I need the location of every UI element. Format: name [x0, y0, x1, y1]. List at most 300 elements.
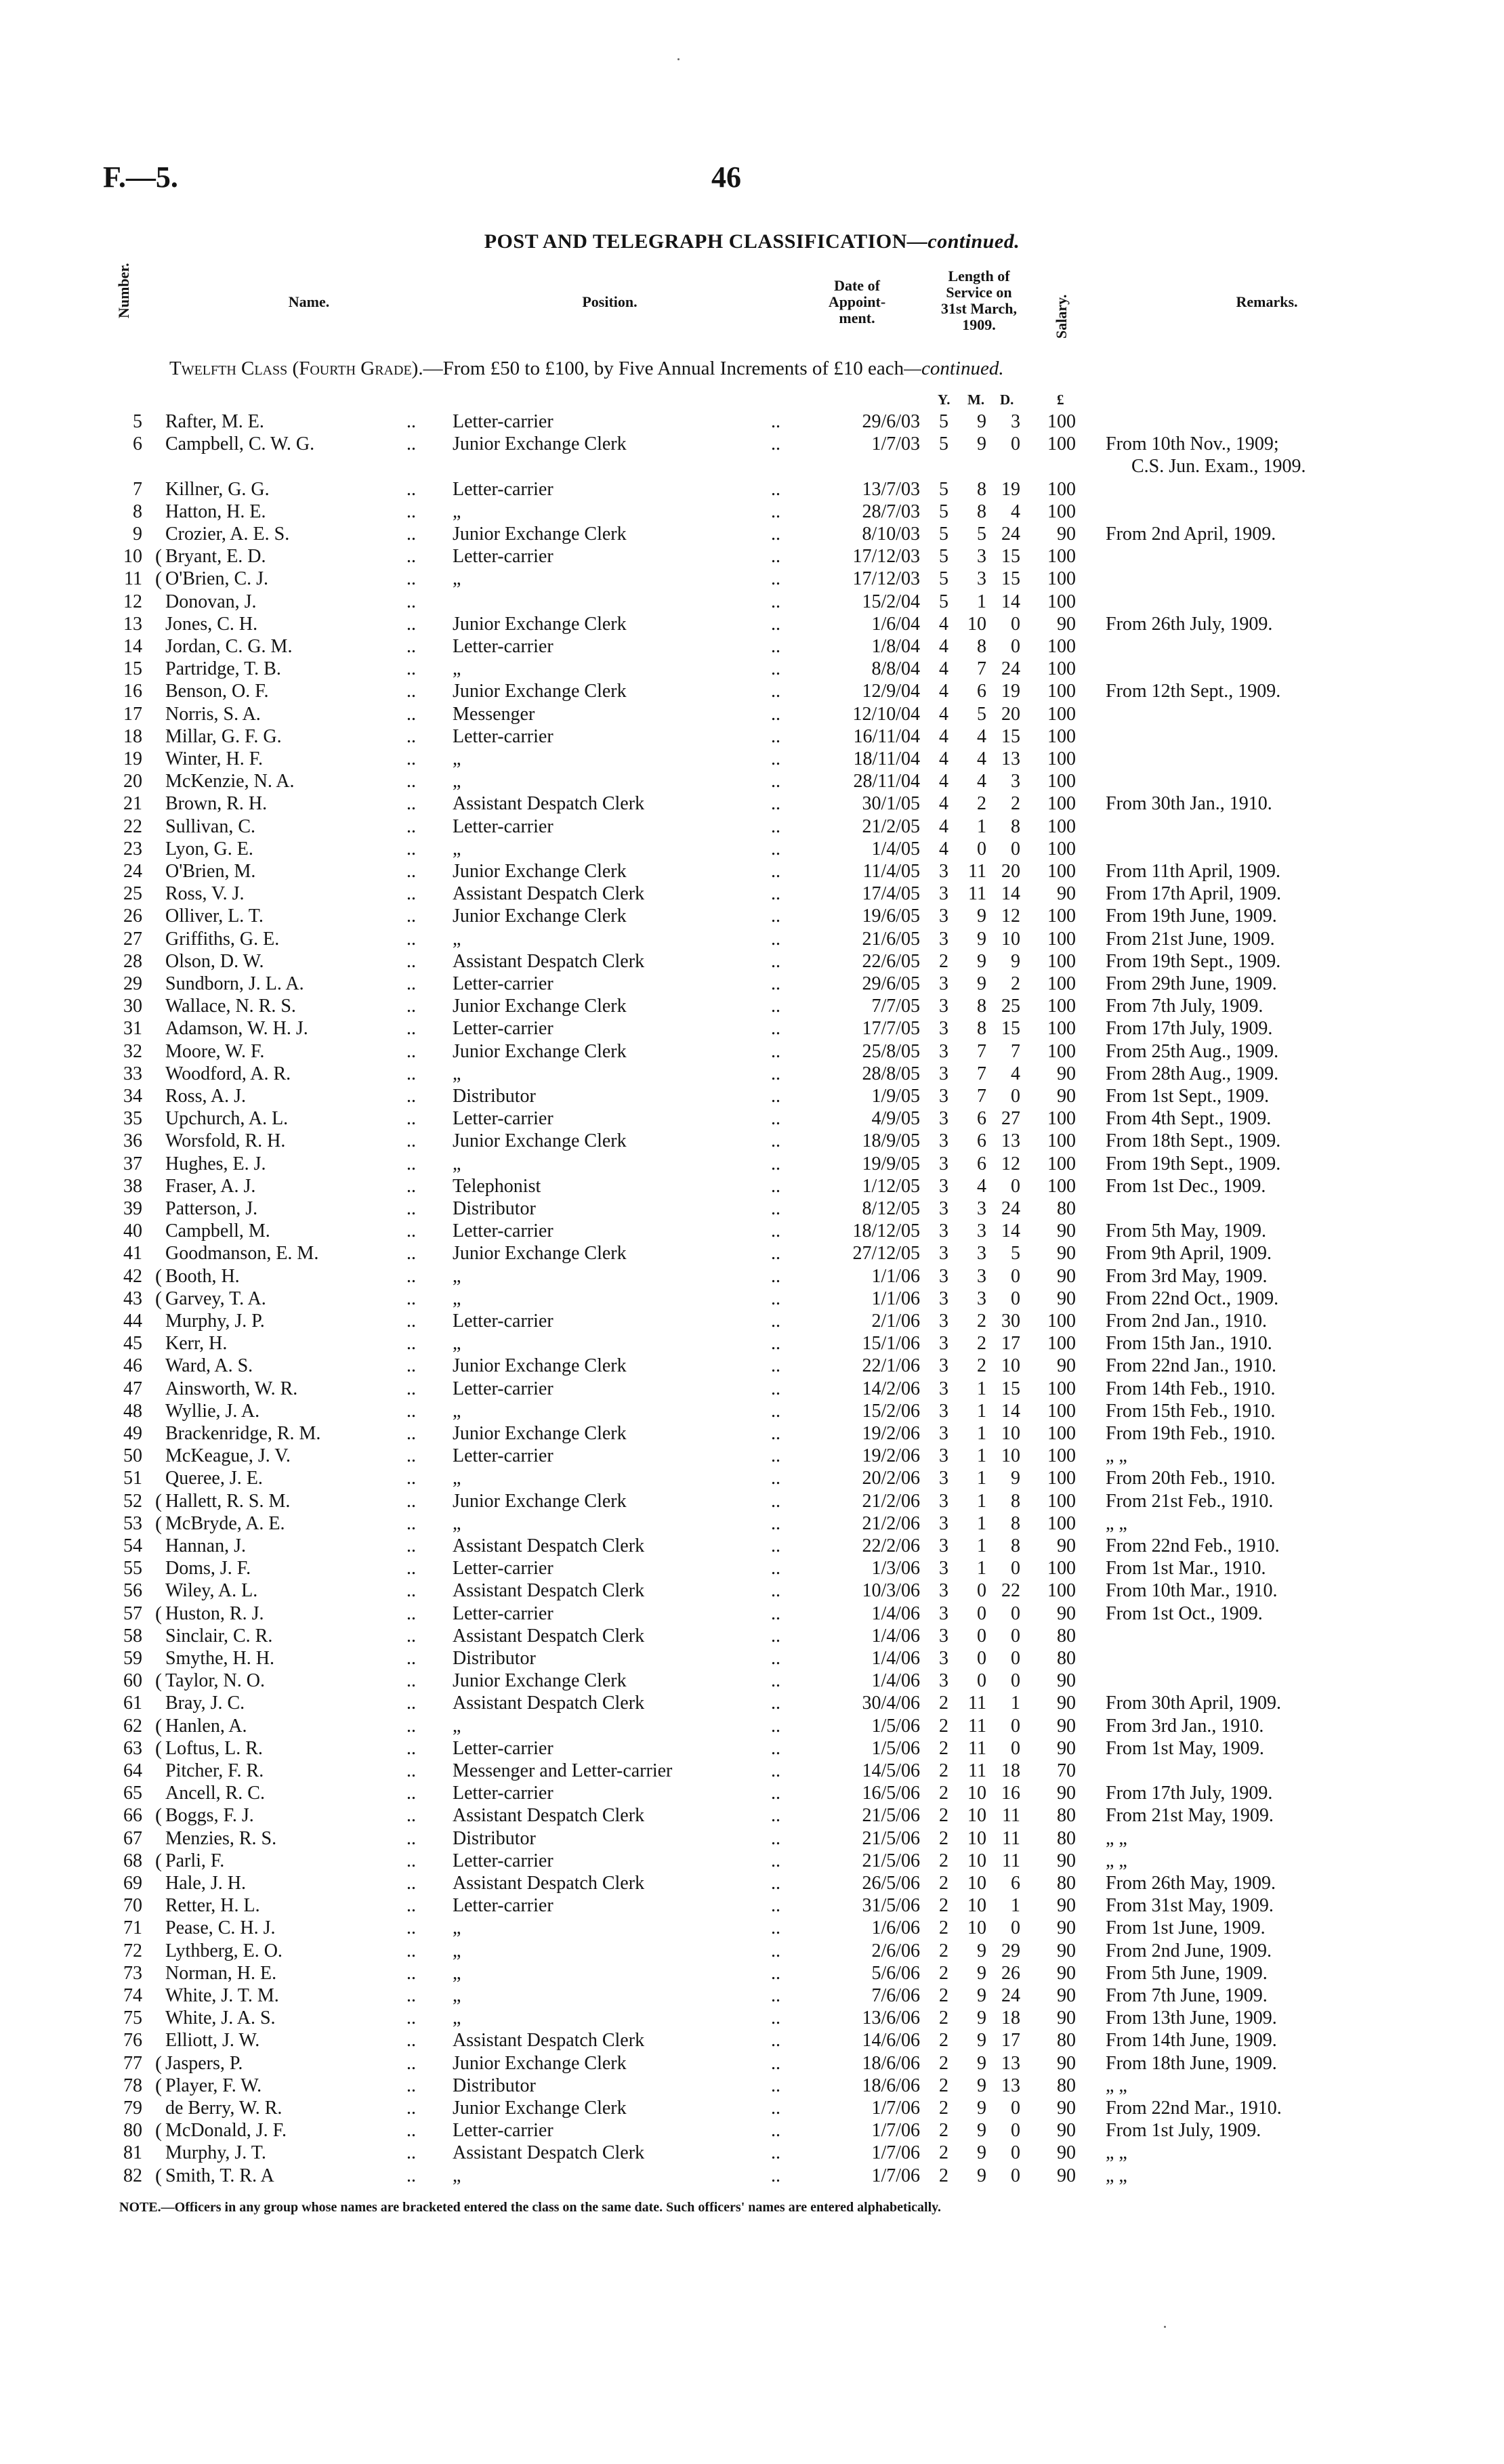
service-months: 7: [977, 1063, 986, 1084]
table-row: [0, 1197, 1504, 1220]
salary: 100: [1047, 771, 1076, 792]
leader-dots: ..: [771, 748, 780, 769]
row-number: 12: [123, 591, 142, 612]
leader-dots: ..: [406, 1378, 416, 1399]
remarks: From 22nd Oct., 1909.: [1106, 1288, 1279, 1309]
leader-dots: ..: [406, 568, 416, 589]
position: Letter-carrier: [453, 1220, 553, 1241]
service-days: 19: [1001, 479, 1020, 500]
leader-dots: ..: [771, 929, 780, 950]
row-number: 75: [123, 2008, 142, 2028]
appointment-date: 1/1/06: [871, 1266, 920, 1287]
table-row: [0, 995, 1504, 1017]
service-years: 5: [939, 546, 948, 567]
appointment-date: 18/6/06: [862, 2053, 920, 2074]
page-number: 46: [711, 161, 741, 194]
table-row: [0, 1827, 1504, 1850]
appointment-date: 15/2/06: [862, 1401, 920, 1422]
leader-dots: ..: [771, 2008, 780, 2028]
leader-dots: ..: [406, 996, 416, 1017]
service-months: 10: [967, 614, 986, 635]
remarks: From 14th Feb., 1910.: [1106, 1378, 1276, 1399]
appointment-date: 13/6/06: [862, 2008, 920, 2028]
service-years: 4: [939, 726, 948, 747]
position: Junior Exchange Clerk: [453, 1041, 627, 1062]
officer-name: Kerr, H.: [165, 1333, 228, 1354]
salary: 90: [1057, 1535, 1076, 1556]
appointment-date: 1/7/03: [871, 433, 920, 454]
salary: 100: [1047, 1018, 1076, 1039]
row-number: 54: [123, 1535, 142, 1556]
table-row: [0, 1692, 1504, 1714]
service-months: 1: [977, 1423, 986, 1444]
service-days: 0: [1011, 2098, 1020, 2119]
service-months: 6: [977, 1130, 986, 1151]
leader-dots: ..: [406, 1401, 416, 1422]
service-days: 0: [1011, 1917, 1020, 1938]
leader-dots: ..: [406, 2075, 416, 2096]
position: Assistant Despatch Clerk: [453, 1626, 645, 1647]
column-header-length-of-service: [921, 268, 1037, 333]
remarks: From 21st Feb., 1910.: [1106, 1491, 1274, 1512]
appointment-date: 19/2/06: [862, 1445, 920, 1466]
service-years: 2: [939, 1738, 948, 1759]
table-row: [0, 1130, 1504, 1152]
table-row: [0, 680, 1504, 702]
officer-name: Queree, J. E.: [165, 1468, 263, 1489]
service-years: 2: [939, 2098, 948, 2119]
table-row: [0, 1220, 1504, 1242]
service-years: 3: [939, 861, 948, 882]
officer-name: Booth, H.: [165, 1266, 240, 1287]
remarks: From 11th April, 1909.: [1106, 861, 1280, 882]
service-months: 9: [977, 2120, 986, 2141]
salary: 80: [1057, 1626, 1076, 1647]
appointment-date: 8/8/04: [871, 658, 920, 679]
appointment-date: 21/5/06: [862, 1850, 920, 1871]
service-days: 24: [1001, 524, 1020, 545]
service-months: 0: [977, 1626, 986, 1647]
leader-dots: ..: [406, 1513, 416, 1534]
officer-name: McBryde, A. E.: [165, 1513, 285, 1534]
service-months: 7: [977, 658, 986, 679]
table-row: [0, 792, 1504, 815]
service-months: 9: [977, 2053, 986, 2074]
bracket-mark: (: [155, 1512, 162, 1535]
position: Junior Exchange Clerk: [453, 1243, 627, 1264]
leader-dots: ..: [771, 1086, 780, 1107]
service-days: 14: [1001, 1401, 1020, 1422]
leader-dots: ..: [406, 2165, 416, 2186]
service-days: 12: [1001, 906, 1020, 927]
leader-dots: ..: [771, 1311, 780, 1332]
appointment-date: 1/4/06: [871, 1648, 920, 1669]
leader-dots: ..: [406, 1783, 416, 1804]
remarks: From 22nd Jan., 1910.: [1106, 1355, 1276, 1376]
officer-name: Ancell, R. C.: [165, 1783, 265, 1804]
service-months: 8: [977, 1018, 986, 1039]
position: Junior Exchange Clerk: [453, 1355, 627, 1376]
row-number: 58: [123, 1626, 142, 1647]
service-days: 2: [1011, 793, 1020, 814]
service-months: 4: [977, 1176, 986, 1197]
leader-dots: ..: [406, 614, 416, 635]
appointment-date: 19/9/05: [862, 1153, 920, 1174]
position: Junior Exchange Clerk: [453, 524, 627, 545]
service-months: 9: [977, 1963, 986, 1984]
bracket-mark: (: [155, 1288, 162, 1310]
officer-name: Patterson, J.: [165, 1198, 258, 1219]
service-years: 3: [939, 1176, 948, 1197]
service-years: 2: [939, 1716, 948, 1737]
service-days: 12: [1001, 1153, 1020, 1174]
remarks: From 1st Oct., 1909.: [1106, 1603, 1263, 1624]
position: Letter-carrier: [453, 726, 553, 747]
service-days: 0: [1011, 636, 1020, 657]
service-years: 3: [939, 1491, 948, 1512]
column-header-remarks: Remarks.: [1236, 293, 1298, 310]
leader-dots: ..: [406, 1198, 416, 1219]
row-number: 81: [123, 2142, 142, 2163]
officer-name: Pitcher, F. R.: [165, 1760, 264, 1781]
leader-dots: ..: [406, 501, 416, 522]
leader-dots: ..: [771, 1333, 780, 1354]
officer-name: Menzies, R. S.: [165, 1828, 277, 1849]
table-row: [0, 725, 1504, 748]
position: Letter-carrier: [453, 479, 553, 500]
service-years: 3: [939, 1266, 948, 1287]
row-number: 59: [123, 1648, 142, 1669]
leader-dots: ..: [406, 1760, 416, 1781]
row-number: 16: [123, 681, 142, 702]
leader-dots: ..: [771, 1648, 780, 1669]
appointment-date: 17/12/03: [852, 568, 920, 589]
unit-salary: £: [1057, 391, 1064, 408]
service-years: 4: [939, 816, 948, 837]
salary: 80: [1057, 1828, 1076, 1849]
service-months: 6: [977, 1153, 986, 1174]
leader-dots: ..: [406, 479, 416, 500]
leader-dots: ..: [406, 1333, 416, 1354]
length-header-line1: Length of: [948, 268, 1010, 284]
table-row: [0, 523, 1504, 545]
officer-name: Retter, H. L.: [165, 1895, 260, 1916]
remarks: From 17th July, 1909.: [1106, 1018, 1273, 1039]
remarks: From 9th April, 1909.: [1106, 1243, 1272, 1264]
leader-dots: ..: [771, 1805, 780, 1826]
service-years: 3: [939, 1423, 948, 1444]
leader-dots: ..: [406, 1917, 416, 1938]
appointment-date: 17/7/05: [862, 1018, 920, 1039]
salary: 100: [1047, 906, 1076, 927]
service-months: 5: [977, 704, 986, 725]
position: „: [453, 1288, 461, 1309]
salary: 100: [1047, 1558, 1076, 1579]
service-days: 18: [1001, 2008, 1020, 2028]
row-number: 76: [123, 2030, 142, 2051]
row-number: 53: [123, 1513, 142, 1534]
leader-dots: ..: [406, 1535, 416, 1556]
officer-name: Ross, V. J.: [165, 883, 245, 904]
row-number: 79: [123, 2098, 142, 2119]
table-row: [0, 1670, 1504, 1692]
salary: 80: [1057, 1198, 1076, 1219]
service-years: 4: [939, 838, 948, 859]
position: Letter-carrier: [453, 1738, 553, 1759]
officer-name: Adamson, W. H. J.: [165, 1018, 308, 1039]
leader-dots: ..: [406, 1266, 416, 1287]
row-number: 80: [123, 2120, 142, 2141]
leader-dots: ..: [771, 883, 780, 904]
appointment-date: 19/6/05: [862, 906, 920, 927]
leader-dots: ..: [771, 1917, 780, 1938]
salary: 80: [1057, 1873, 1076, 1894]
leader-dots: ..: [771, 1963, 780, 1984]
service-years: 3: [939, 1626, 948, 1647]
leader-dots: ..: [771, 906, 780, 927]
appointment-date: 1/12/05: [862, 1176, 920, 1197]
appointment-date: 1/6/04: [871, 614, 920, 635]
position: „: [453, 1153, 461, 1174]
service-months: 10: [967, 1850, 986, 1871]
salary: 90: [1057, 1288, 1076, 1309]
remarks: From 19th Sept., 1909.: [1106, 951, 1281, 972]
appointment-date: 21/2/06: [862, 1491, 920, 1512]
service-months: 9: [977, 2142, 986, 2163]
position: Assistant Despatch Clerk: [453, 1873, 645, 1894]
service-years: 3: [939, 1670, 948, 1691]
remarks: From 3rd May, 1909.: [1106, 1266, 1268, 1287]
position: „: [453, 1401, 461, 1422]
leader-dots: ..: [406, 816, 416, 837]
service-years: 2: [939, 1783, 948, 1804]
position: Assistant Despatch Clerk: [453, 1535, 645, 1556]
service-days: 13: [1001, 2075, 1020, 2096]
table-row: [0, 815, 1504, 838]
table-row: [0, 1153, 1504, 1175]
salary: 100: [1047, 1445, 1076, 1466]
leader-dots: ..: [771, 1828, 780, 1849]
table-row: [0, 1715, 1504, 1737]
row-number: 14: [123, 636, 142, 657]
salary: 100: [1047, 838, 1076, 859]
position: Letter-carrier: [453, 411, 553, 432]
column-header-date: [813, 278, 901, 326]
leader-dots: ..: [771, 1895, 780, 1916]
row-number: 82: [123, 2165, 142, 2186]
position: Junior Exchange Clerk: [453, 614, 627, 635]
salary: 100: [1047, 568, 1076, 589]
service-months: 6: [977, 681, 986, 702]
remarks: From 20th Feb., 1910.: [1106, 1468, 1276, 1489]
service-years: 3: [939, 906, 948, 927]
column-header-position: Position.: [582, 293, 638, 310]
row-number: 64: [123, 1760, 142, 1781]
salary: 90: [1057, 1266, 1076, 1287]
remarks: From 12th Sept., 1909.: [1106, 681, 1281, 702]
appointment-date: 11/4/05: [862, 861, 920, 882]
position: „: [453, 1985, 461, 2006]
table-row: [0, 1288, 1504, 1310]
service-days: 0: [1011, 1558, 1020, 1579]
leader-dots: ..: [771, 2142, 780, 2163]
officer-name: Campbell, C. W. G.: [165, 433, 315, 454]
appointment-date: 14/5/06: [862, 1760, 920, 1781]
service-years: 3: [939, 883, 948, 904]
table-row: [0, 860, 1504, 883]
table-row: [0, 838, 1504, 860]
salary: 90: [1057, 1220, 1076, 1241]
table-row: [0, 928, 1504, 950]
row-number: 22: [123, 816, 142, 837]
leader-dots: ..: [771, 1558, 780, 1579]
bracket-mark: (: [155, 2165, 162, 2187]
appointment-date: 1/3/06: [871, 1558, 920, 1579]
row-number: 26: [123, 906, 142, 927]
leader-dots: ..: [406, 1491, 416, 1512]
leader-dots: ..: [771, 524, 780, 545]
salary: 100: [1047, 861, 1076, 882]
column-header-salary: Salary.: [1053, 294, 1070, 339]
row-number: 47: [123, 1378, 142, 1399]
remarks: From 2nd June, 1909.: [1106, 1940, 1272, 1961]
salary: 90: [1057, 2120, 1076, 2141]
remarks: From 25th Aug., 1909.: [1106, 1041, 1279, 1062]
row-number: 39: [123, 1198, 142, 1219]
service-months: 1: [977, 1491, 986, 1512]
position: Messenger: [453, 704, 535, 725]
remarks: From 13th June, 1909.: [1106, 2008, 1277, 2028]
service-months: 11: [968, 1738, 986, 1759]
officer-name: Hanlen, A.: [165, 1716, 247, 1737]
table-row: [0, 433, 1504, 455]
remarks: From 29th June, 1909.: [1106, 973, 1277, 994]
service-months: 2: [977, 793, 986, 814]
table-row: [0, 1602, 1504, 1625]
appointment-date: 29/6/05: [862, 973, 920, 994]
service-months: 9: [977, 433, 986, 454]
remarks: From 1st Mar., 1910.: [1106, 1558, 1266, 1579]
table-row: [0, 1625, 1504, 1647]
officer-name: Killner, G. G.: [165, 479, 270, 500]
appointment-date: 4/9/05: [871, 1108, 920, 1129]
service-years: 2: [939, 951, 948, 972]
leader-dots: ..: [406, 1693, 416, 1714]
salary: 90: [1057, 1963, 1076, 1984]
service-years: 3: [939, 1153, 948, 1174]
officer-name: de Berry, W. R.: [165, 2098, 283, 2119]
appointment-date: 22/6/05: [862, 951, 920, 972]
service-days: 13: [1001, 1130, 1020, 1151]
table-row: [0, 1400, 1504, 1422]
leader-dots: ..: [406, 658, 416, 679]
salary: 100: [1047, 929, 1076, 950]
appointment-date: 28/11/04: [853, 771, 920, 792]
leader-dots: ..: [771, 1580, 780, 1601]
position: Junior Exchange Clerk: [453, 1423, 627, 1444]
remarks: From 22nd Feb., 1910.: [1106, 1535, 1280, 1556]
salary: 90: [1057, 524, 1076, 545]
position: Letter-carrier: [453, 1108, 553, 1129]
officer-name: Lythberg, E. O.: [165, 1940, 283, 1961]
position: Junior Exchange Clerk: [453, 996, 627, 1017]
leader-dots: ..: [406, 771, 416, 792]
remarks: From 15th Jan., 1910.: [1106, 1333, 1272, 1354]
table-row: [0, 2119, 1504, 2142]
column-header-number: Number.: [115, 263, 132, 318]
appointment-date: 22/1/06: [862, 1355, 920, 1376]
remarks: From 1st July, 1909.: [1106, 2120, 1261, 2141]
table-row: [0, 1265, 1504, 1288]
position: Junior Exchange Clerk: [453, 906, 627, 927]
officer-name: Hallett, R. S. M.: [165, 1491, 291, 1512]
service-days: 0: [1011, 614, 1020, 635]
leader-dots: ..: [406, 2142, 416, 2163]
salary: 100: [1047, 1333, 1076, 1354]
service-months: 11: [968, 1716, 986, 1737]
position: „: [453, 1468, 461, 1489]
leader-dots: ..: [406, 726, 416, 747]
position: Letter-carrier: [453, 1603, 553, 1624]
appointment-date: 8/10/03: [862, 524, 920, 545]
service-days: 4: [1011, 1063, 1020, 1084]
remarks: From 3rd Jan., 1910.: [1106, 1716, 1264, 1737]
service-years: 3: [939, 1333, 948, 1354]
service-years: 2: [939, 1693, 948, 1714]
leader-dots: ..: [406, 1626, 416, 1647]
row-number: 21: [123, 793, 142, 814]
leader-dots: ..: [771, 2075, 780, 2096]
position: Letter-carrier: [453, 1311, 553, 1332]
remarks: „ „: [1106, 1850, 1127, 1871]
service-months: 9: [977, 411, 986, 432]
table-row: [0, 1782, 1504, 1804]
remarks: From 18th Sept., 1909.: [1106, 1130, 1281, 1151]
salary: 100: [1047, 726, 1076, 747]
row-number: 63: [123, 1738, 142, 1759]
service-months: 4: [977, 726, 986, 747]
service-months: 1: [977, 1558, 986, 1579]
officer-name: Benson, O. F.: [165, 681, 269, 702]
service-days: 0: [1011, 2120, 1020, 2141]
row-number: 57: [123, 1603, 142, 1624]
appointment-date: 12/9/04: [862, 681, 920, 702]
leader-dots: ..: [406, 1311, 416, 1332]
appointment-date: 1/7/06: [871, 2165, 920, 2186]
leader-dots: ..: [406, 1153, 416, 1174]
row-number: 55: [123, 1558, 142, 1579]
service-years: 5: [939, 591, 948, 612]
service-days: 14: [1001, 1220, 1020, 1241]
officer-name: Crozier, A. E. S.: [165, 524, 290, 545]
officer-name: Rafter, M. E.: [165, 411, 264, 432]
service-years: 3: [939, 1401, 948, 1422]
remarks: From 15th Feb., 1910.: [1106, 1401, 1276, 1422]
service-years: 2: [939, 2142, 948, 2163]
appointment-date: 30/1/05: [862, 793, 920, 814]
table-row: [0, 1242, 1504, 1265]
service-months: 8: [977, 501, 986, 522]
length-header-line2: Service on: [946, 284, 1012, 301]
remarks: From 21st June, 1909.: [1106, 929, 1275, 950]
appointment-date: 16/11/04: [853, 726, 920, 747]
salary: 100: [1047, 1468, 1076, 1489]
service-years: 3: [939, 1220, 948, 1241]
remark-continuation: C.S. Jun. Exam., 1909.: [1131, 456, 1306, 477]
service-days: 10: [1001, 1423, 1020, 1444]
officer-name: Boggs, F. J.: [165, 1805, 254, 1826]
leader-dots: ..: [771, 1716, 780, 1737]
